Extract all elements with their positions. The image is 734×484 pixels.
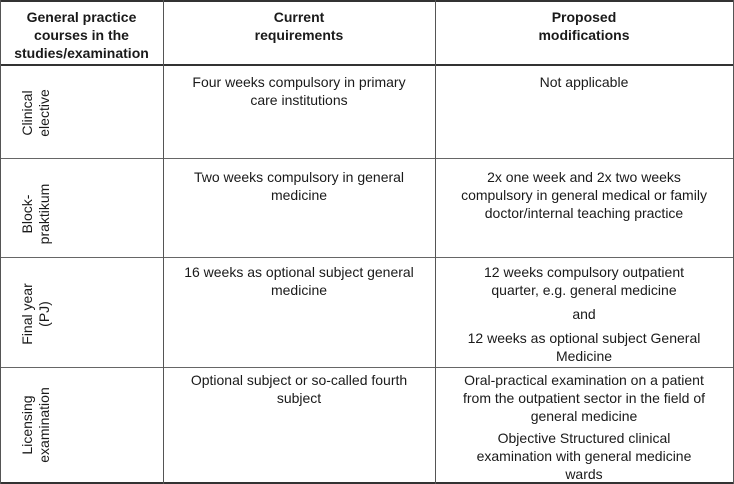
current-licensing-examination: Optional subject or so-called fourth subject <box>190 372 408 406</box>
proposed-final-year <box>435 263 733 365</box>
row-divider <box>0 257 734 258</box>
proposed-clinical-elective: Not applicable <box>539 74 629 90</box>
row-label-final-year: Final year (PJ) <box>19 283 52 345</box>
row-divider <box>0 158 734 159</box>
proposed-licensing-examination <box>435 371 733 483</box>
proposed-paragraph: and <box>572 306 596 322</box>
header-proposed-modifications: Proposed modifications <box>538 9 630 43</box>
header-bottom-rule <box>0 64 734 66</box>
proposed-paragraph: Oral-practical examination on a patient from the outpatient sector in the field of general medicine <box>462 372 706 424</box>
row-label-licensing-examination: Licensing examination <box>19 387 52 463</box>
proposed-paragraph: Objective Structured clinical examination with general medicine wards <box>476 430 692 482</box>
proposed-paragraph: 12 weeks as optional subject General Medicine <box>467 330 701 364</box>
table-left-border <box>0 0 1 484</box>
current-final-year: 16 weeks as optional subject general medicine <box>184 264 414 298</box>
header-current-requirements: Current requirements <box>254 9 344 43</box>
proposed-blockpraktikum: 2x one week and 2x two weeks compulsory in general medical or family doctor/internal teaching practice <box>461 169 707 221</box>
row-label-clinical-elective: Clinical elective <box>19 89 52 137</box>
row-divider <box>0 367 734 368</box>
proposed-paragraph: 12 weeks compulsory outpatient quarter, e.g. general medicine <box>484 264 684 298</box>
current-blockpraktikum: Two weeks compulsory in general medicine <box>193 169 405 203</box>
row-label-blockpraktikum: Block- praktikum <box>19 183 52 245</box>
header-course-type: General practice courses in the studies/examination <box>14 9 149 61</box>
current-clinical-elective: Four weeks compulsory in primary care institutions <box>192 74 406 108</box>
table-top-rule <box>0 0 734 2</box>
